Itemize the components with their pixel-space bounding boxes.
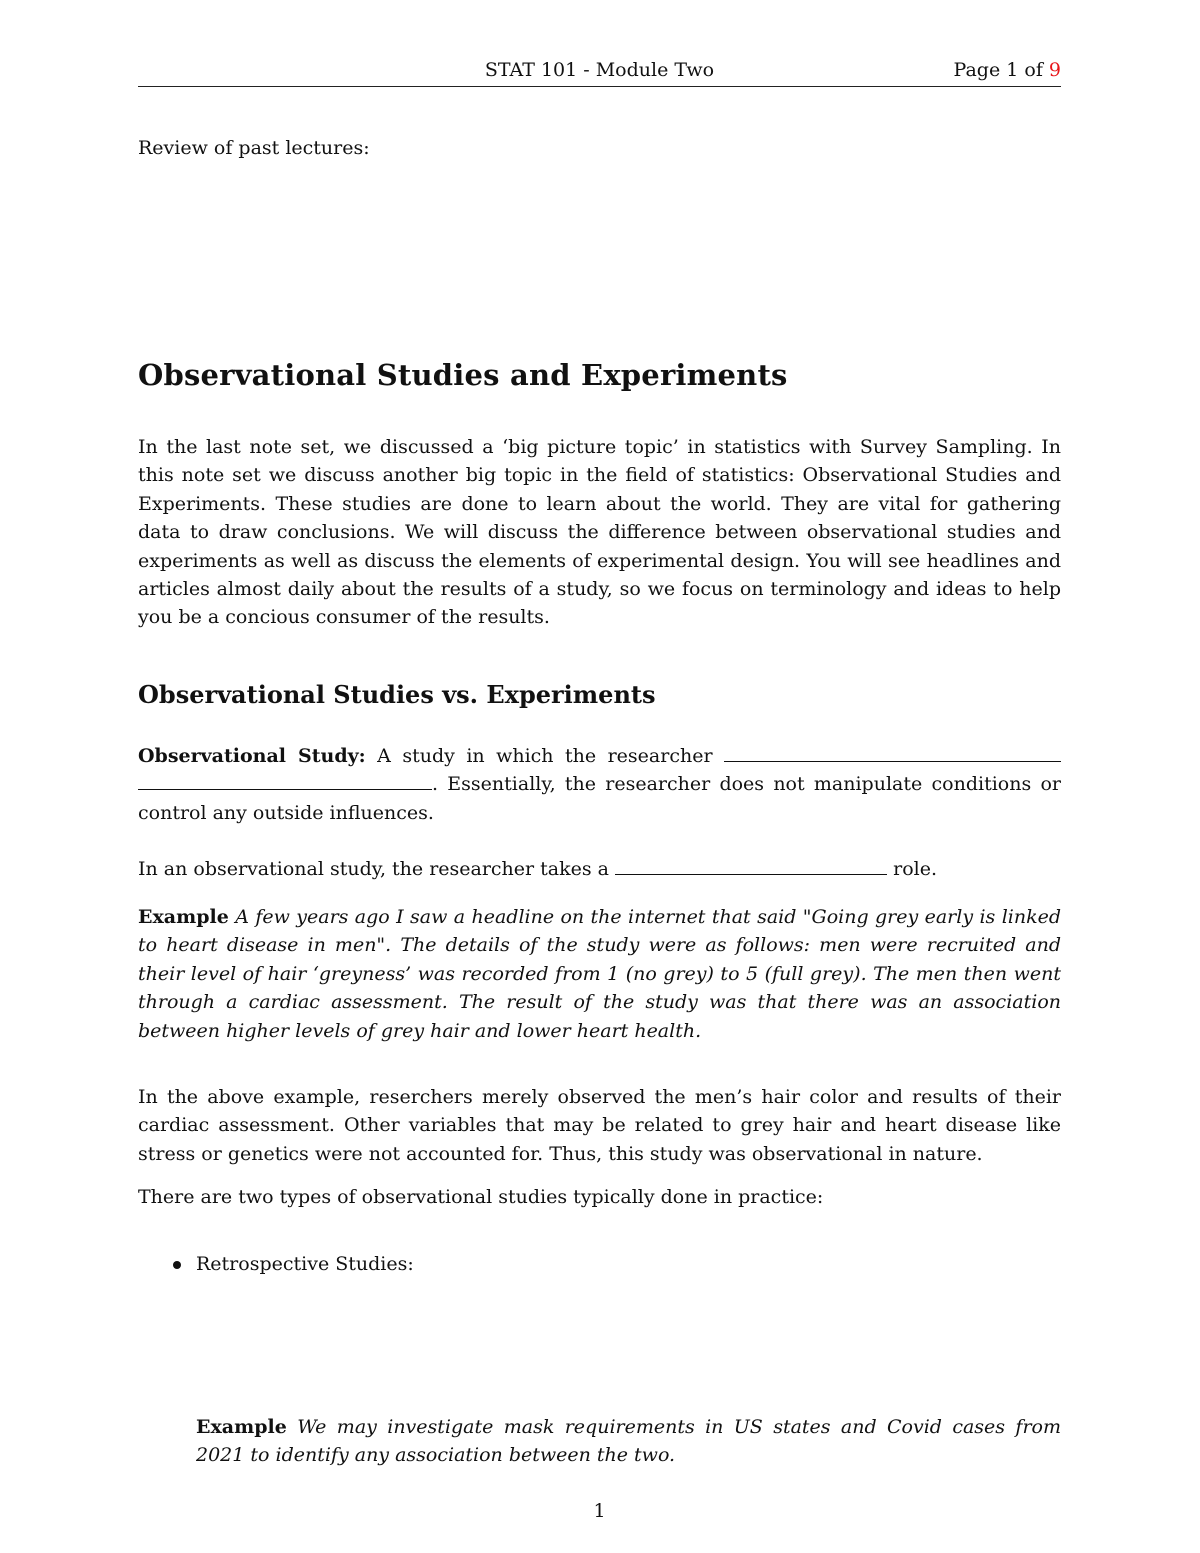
header-page-total-link[interactable]: 9 — [1048, 59, 1061, 81]
definition-term: Observational Study: — [138, 745, 366, 767]
definition-paragraph — [138, 742, 1061, 827]
header-page-label: Page 1 of — [953, 59, 1043, 81]
example-text: We may investigate mask requirements in US states and Covid cases from 2021 to identify any association between the two. — [196, 1416, 1061, 1467]
role-paragraph — [138, 855, 1061, 883]
fill-in-blank — [138, 771, 432, 790]
review-label: Review of past lectures: — [138, 137, 370, 159]
fill-in-blank — [724, 743, 1061, 762]
page-number: 1 — [593, 1500, 606, 1522]
example-block — [138, 903, 1061, 1045]
definition-lead: A study in which the researcher — [377, 745, 713, 767]
list-item-label: Retrospective Studies: — [196, 1253, 414, 1275]
fill-in-blank — [615, 856, 887, 875]
role-before: In an observational study, the researcher takes a — [138, 858, 610, 880]
subsection-title: Observational Studies vs. Experiments — [138, 680, 656, 709]
role-after: role. — [893, 858, 937, 880]
intro-paragraph: In the last note set, we discussed a ‘big picture topic’ in statistics with Survey Sampling. In this note set we discuss another big topic in the field of statistics: Observational Studies and Experiments. These studies are done to learn about the world. They are vital for gathering data to draw conclusions. We will discuss the difference between observational studies and experiments as well as discuss the elements of experimental design. You will see headlines and articles almost daily about the results of a study, so we focus on terminology and ideas to help you be a concious consumer of the results. — [138, 436, 1061, 629]
header-course-title: STAT 101 - Module Two — [484, 59, 715, 81]
bullet-icon — [173, 1261, 181, 1269]
section-title: Observational Studies and Experiments — [138, 358, 788, 392]
list-item — [138, 1250, 1061, 1278]
types-sentence: There are two types of observational studies typically done in practice: — [138, 1186, 824, 1208]
definition-rest: . Essentially, the researcher does not manipulate conditions or control any outside influences. — [138, 773, 1061, 824]
example-label: Example — [138, 906, 229, 928]
followup-paragraph: In the above example, reserchers merely observed the men’s hair color and results of their cardiac assessment. Other variables that may be related to grey hair and heart disease like stress or genetics were not accounted for. Thus, this study was observational in nature. — [138, 1086, 1061, 1165]
example-text: A few years ago I saw a headline on the internet that said "Going grey early is linked to heart disease in men". The details of the study were as follows: men were recruited and their level of hair ‘greyness’ was recorded from 1 (no grey) to 5 (full grey). The men then went through a cardiac assessment. The result of the study was that there was an association between higher levels of grey hair and lower heart health. — [138, 906, 1061, 1042]
example-label: Example — [196, 1416, 287, 1438]
running-header — [138, 56, 1061, 87]
example-block — [196, 1413, 1061, 1470]
study-types-list — [138, 1250, 1061, 1278]
header-page-indicator — [954, 59, 1061, 81]
